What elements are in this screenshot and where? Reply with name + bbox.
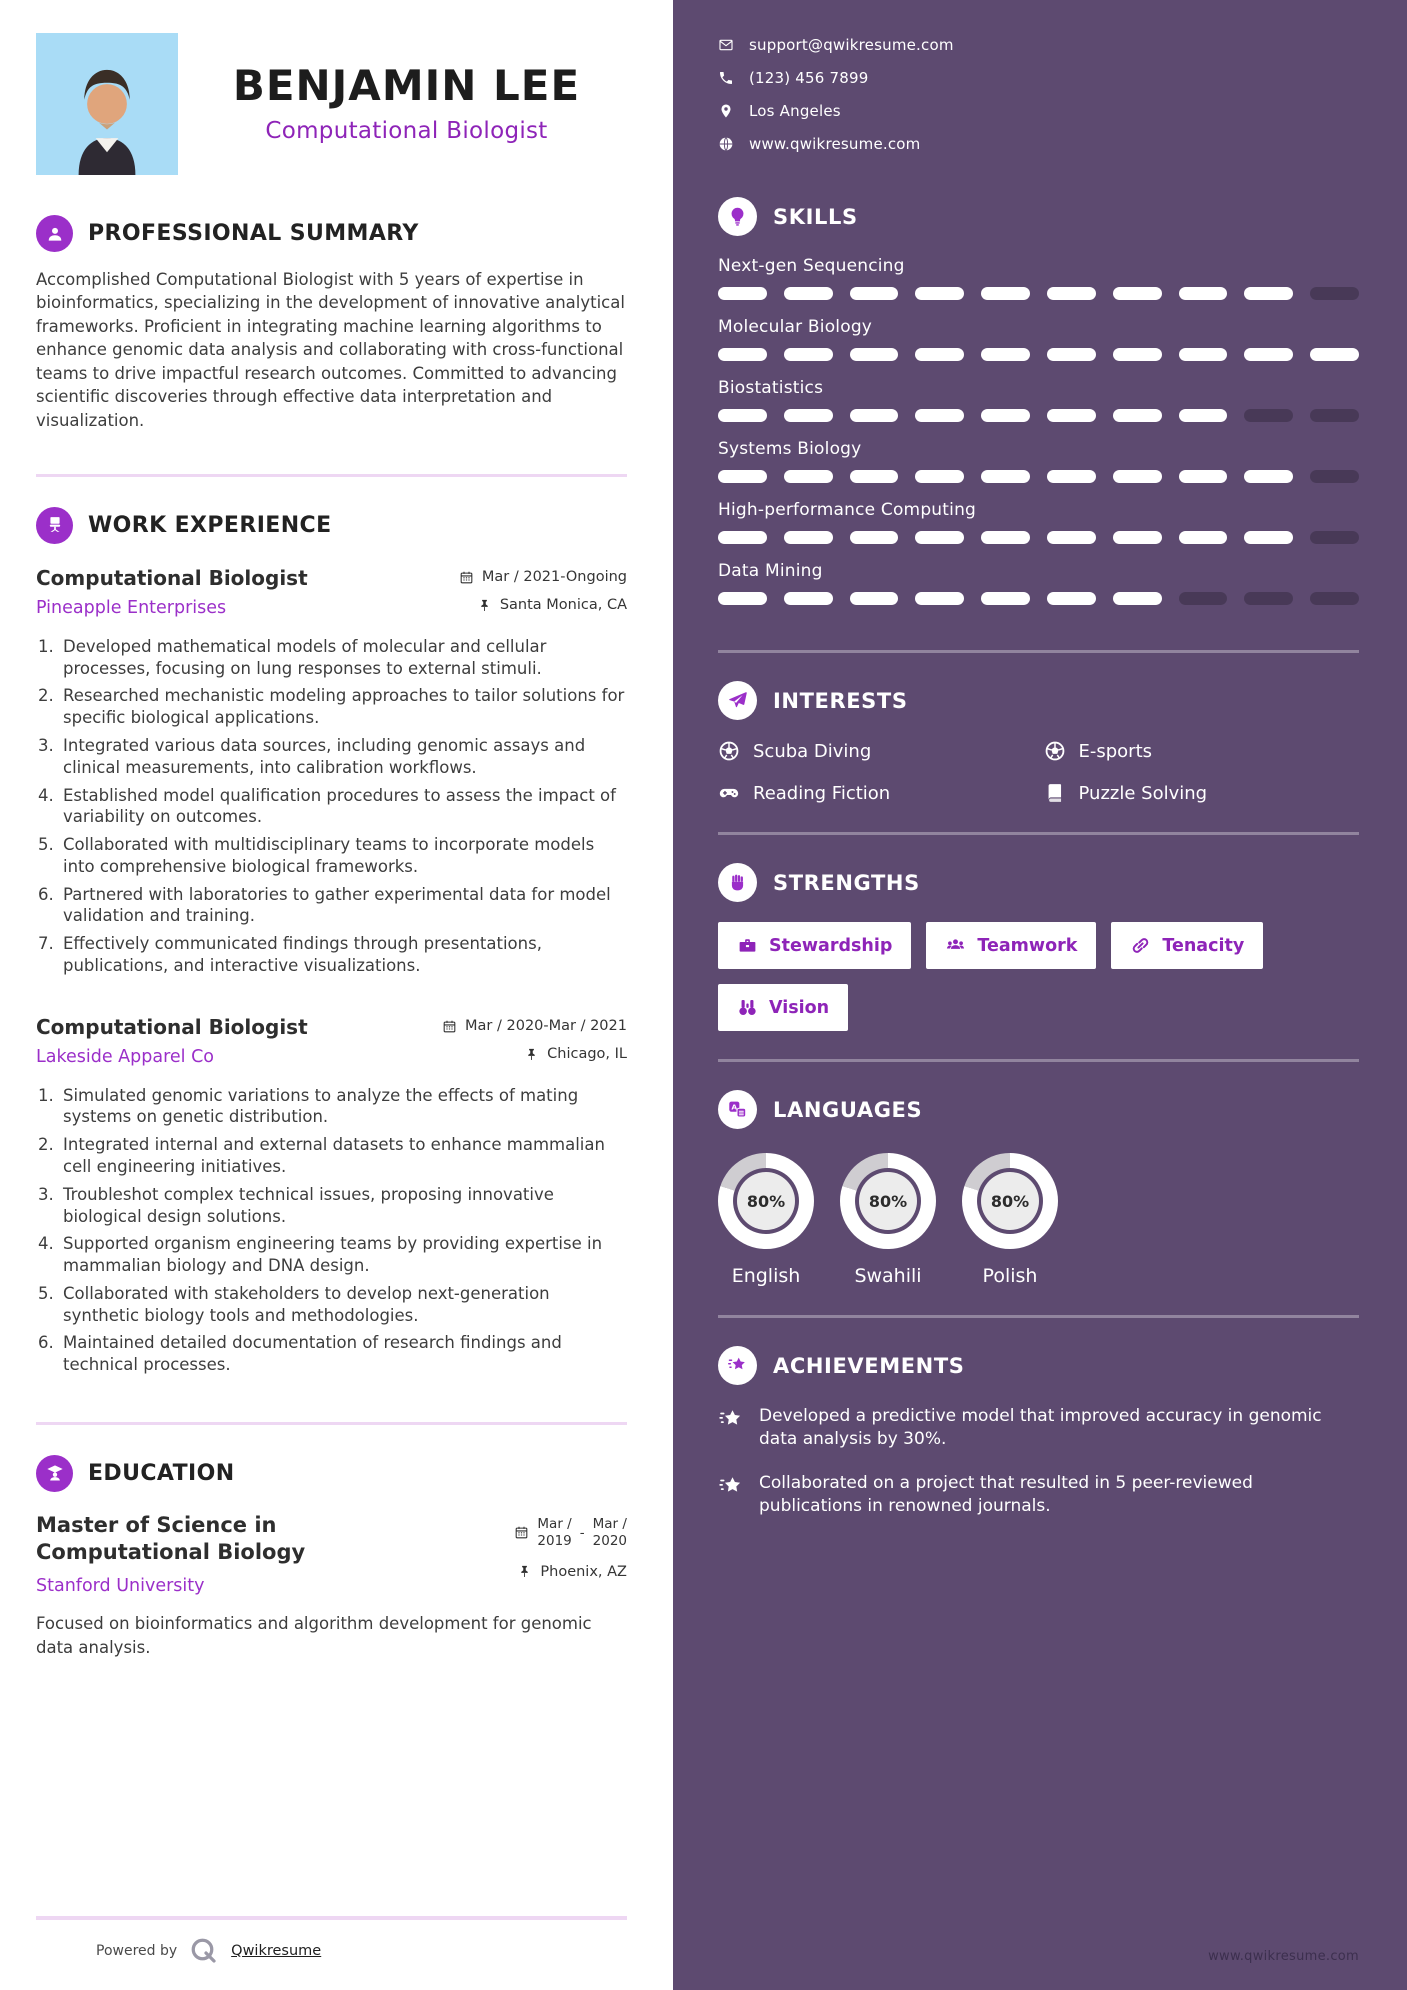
skill-dash [915, 409, 964, 422]
skill-name: Systems Biology [718, 439, 862, 459]
achievement-item [718, 1472, 1359, 1519]
skill-item [718, 378, 1359, 422]
skill-name: High-performance Computing [718, 500, 977, 520]
watermark-url: www.qwikresume.com [1208, 1949, 1359, 1964]
interest-item [718, 740, 1034, 762]
skill-dash [1310, 470, 1359, 483]
skill-dash [981, 470, 1030, 483]
pushpin-icon [517, 1564, 532, 1579]
contact-email-text: support@qwikresume.com [749, 36, 954, 54]
interests-heading: INTERESTS [773, 688, 908, 713]
company-name: Lakeside Apparel Co [36, 1046, 215, 1067]
strength-label: Stewardship [769, 935, 893, 956]
summary-section-header [36, 215, 627, 252]
date-start-month: Mar / [537, 1515, 572, 1532]
job-bullet: Researched mechanistic modeling approaches to tailor solutions for specific biological applications. [63, 686, 625, 728]
soccer-ball-icon [718, 740, 740, 762]
education-heading: EDUCATION [88, 1460, 235, 1486]
globe-icon [718, 136, 734, 152]
gamepad-icon [718, 782, 740, 804]
job-company-row [36, 1039, 627, 1067]
interest-item [1044, 782, 1360, 804]
summary-text: Accomplished Computational Biologist with 5 years of expertise in bioinformatics, specializing in the development of innovative analytical frameworks. Proficient in integrating machine learning algorithms to enhance genomic data analysis and collaborating with cross-functional teams to drive impactful research outcomes. Committed to advancing scientific discoveries through effective data interpretation and visualization. [36, 270, 625, 430]
skill-dash [915, 287, 964, 300]
contact-website-text: www.qwikresume.com [749, 135, 921, 153]
skill-dash [784, 531, 833, 544]
mail-icon [718, 37, 734, 53]
job-bullet: Supported organism engineering teams by providing expertise in mammalian biology and DNA design. [63, 1234, 603, 1276]
qwikresume-link[interactable]: Qwikresume [231, 1943, 322, 1959]
powered-by-label: Powered by [96, 1943, 178, 1959]
book-icon [1044, 782, 1066, 804]
skill-dash [784, 470, 833, 483]
binoculars-icon [737, 997, 758, 1018]
calendar-icon [442, 1019, 457, 1034]
contact-email[interactable] [718, 36, 1359, 54]
footer-divider [36, 1916, 627, 1920]
fist-icon [718, 863, 757, 902]
main-column [0, 0, 673, 1990]
strength-chip [718, 922, 911, 969]
ring-hole [855, 1168, 921, 1234]
language-percent: 80% [859, 1172, 917, 1230]
languages-list [718, 1153, 1359, 1287]
job-bullet-list [36, 636, 627, 977]
skill-dash [1179, 470, 1228, 483]
ring-hole [733, 1168, 799, 1234]
job-company-row [36, 590, 627, 618]
job-title: Computational Biologist [36, 1014, 308, 1039]
skill-dash [718, 348, 767, 361]
date-start [537, 1516, 571, 1550]
education-description: Focused on bioinformatics and algorithm development for genomic data analysis. [36, 1614, 592, 1657]
skill-dash [1113, 348, 1162, 361]
interests-section-header [718, 681, 1359, 720]
person-name: BENJAMIN LEE [232, 60, 581, 110]
skill-item [718, 439, 1359, 483]
job-dates [459, 569, 627, 585]
skill-dash [850, 348, 899, 361]
sidebar-divider [718, 832, 1359, 835]
language-item [718, 1153, 814, 1287]
team-icon [945, 935, 966, 956]
summary-heading: PROFESSIONAL SUMMARY [88, 221, 419, 246]
strength-chip [1111, 922, 1263, 969]
sidebar [673, 0, 1407, 1990]
identity-header [36, 33, 627, 175]
job-bullet: Effectively communicated findings through presentations, publications, and interactive visualizations. [63, 934, 542, 975]
skill-name: Molecular Biology [718, 317, 873, 337]
skill-dash [1310, 409, 1359, 422]
contact-location [718, 102, 1359, 120]
interest-label: Puzzle Solving [1078, 782, 1208, 804]
skill-dash [1113, 287, 1162, 300]
strength-chip [718, 984, 848, 1031]
skill-dash [915, 348, 964, 361]
interests-grid [718, 740, 1359, 804]
interest-label: Scuba Diving [753, 740, 872, 762]
skill-item [718, 500, 1359, 544]
date-start-year: 2019 [537, 1532, 572, 1549]
shooting-star-icon [718, 1474, 744, 1500]
languages-heading: LANGUAGES [773, 1097, 923, 1122]
skill-dash [718, 287, 767, 300]
skill-dash [981, 409, 1030, 422]
skill-dash [1047, 592, 1096, 605]
strength-label: Vision [769, 997, 830, 1018]
skill-level-bar [718, 348, 1359, 361]
skills-heading: SKILLS [773, 204, 858, 229]
contact-phone-text: (123) 456 7899 [749, 69, 869, 87]
job-location-text: Chicago, IL [547, 1046, 627, 1063]
job-bullet: Integrated internal and external datasets to enhance mammalian cell engineering initiatives. [63, 1135, 605, 1176]
graduation-icon [36, 1455, 73, 1492]
lightbulb-icon [718, 197, 757, 236]
skill-dash [1047, 348, 1096, 361]
skill-name: Next-gen Sequencing [718, 256, 905, 276]
skill-level-bar [718, 287, 1359, 300]
phone-icon [718, 70, 734, 86]
skill-dash [981, 348, 1030, 361]
skill-dash [1310, 531, 1359, 544]
skill-level-bar [718, 592, 1359, 605]
job-bullet: Developed mathematical models of molecular and cellular processes, focusing on lung responses to external stimuli. [63, 636, 547, 678]
person-title: Computational Biologist [265, 118, 548, 145]
skill-dash [718, 592, 767, 605]
skill-dash [1244, 531, 1293, 544]
job-bullet: Partnered with laboratories to gather experimental data for model validation and training. [63, 884, 611, 926]
interest-item [718, 782, 1034, 804]
powered-by [36, 1936, 627, 1966]
skill-dash [1310, 592, 1359, 605]
job-entry [36, 566, 627, 983]
skill-dash [718, 470, 767, 483]
skill-dash [1179, 592, 1228, 605]
skill-item [718, 256, 1359, 300]
shooting-star-icon [718, 1407, 744, 1433]
name-block [226, 60, 627, 145]
calendar-icon [459, 570, 474, 585]
date-end-year: 2020 [592, 1532, 627, 1549]
sidebar-divider [718, 1315, 1359, 1318]
svg-text:A: A [731, 1102, 738, 1112]
skill-dash [850, 592, 899, 605]
map-pin-icon [718, 103, 734, 119]
skill-dash [850, 531, 899, 544]
skill-name: Data Mining [718, 561, 823, 581]
achievement-item [718, 1405, 1359, 1452]
language-name: Swahili [854, 1265, 922, 1287]
skill-dash [1244, 470, 1293, 483]
skill-dash [1244, 592, 1293, 605]
shooting-star-icon [718, 1346, 757, 1385]
skill-dash [784, 409, 833, 422]
job-bullet: Collaborated with stakeholders to develop next-generation synthetic biology tools and methodologies. [63, 1283, 550, 1325]
section-divider [36, 1422, 627, 1425]
user-icon [36, 215, 73, 252]
strengths-chips [718, 922, 1278, 1031]
job-bullet: Maintained detailed documentation of research findings and technical processes. [63, 1333, 562, 1375]
skill-level-bar [718, 531, 1359, 544]
language-progress-ring [840, 1153, 936, 1249]
job-bullet: Collaborated with multidisciplinary teams to incorporate models into comprehensive biological frameworks. [63, 835, 595, 876]
contact-website[interactable] [718, 135, 1359, 153]
skill-item [718, 317, 1359, 361]
section-divider [36, 474, 627, 477]
calendar-icon [514, 1525, 529, 1540]
achievements-list [718, 1405, 1359, 1539]
date-end [593, 1516, 627, 1550]
job-bullet: Integrated various data sources, including genomic assays and clinical measurements, into calibration workflows. [63, 736, 586, 777]
contact-block [718, 36, 1359, 153]
skill-dash [1179, 409, 1228, 422]
office-chair-icon [36, 507, 73, 544]
language-progress-ring [718, 1153, 814, 1249]
language-item [840, 1153, 936, 1287]
skill-dash [784, 592, 833, 605]
skill-dash [981, 531, 1030, 544]
education-dates [514, 1516, 627, 1550]
skill-dash [850, 287, 899, 300]
job-location-text: Santa Monica, CA [499, 597, 627, 614]
skill-dash [784, 348, 833, 361]
achievement-text: Developed a predictive model that improved accuracy in genomic data analysis by 30%. [759, 1406, 1322, 1450]
strength-label: Tenacity [1162, 935, 1245, 956]
experience-heading: WORK EXPERIENCE [88, 512, 332, 538]
skill-dash [915, 592, 964, 605]
job-bullet: Troubleshot complex technical issues, proposing innovative biological design solutions. [63, 1184, 554, 1226]
skill-dash [850, 470, 899, 483]
skill-dash [1179, 348, 1228, 361]
skill-dash [1113, 470, 1162, 483]
contact-location-text: Los Angeles [749, 102, 841, 120]
languages-section-header [718, 1090, 1359, 1129]
skill-name: Biostatistics [718, 378, 824, 398]
skill-dash [718, 409, 767, 422]
strength-chip [926, 922, 1096, 969]
skill-dash [1310, 287, 1359, 300]
skill-level-bar [718, 409, 1359, 422]
job-title: Computational Biologist [36, 565, 308, 590]
date-separator: - [579, 1524, 585, 1541]
ring-hole [977, 1168, 1043, 1234]
page-footer [36, 1916, 627, 1966]
skill-dash [1047, 409, 1096, 422]
language-percent: 80% [981, 1172, 1039, 1230]
education-left [36, 1512, 396, 1597]
strengths-section-header [718, 863, 1359, 902]
skill-item [718, 561, 1359, 605]
achievements-heading: ACHIEVEMENTS [773, 1353, 965, 1378]
skill-dash [1179, 287, 1228, 300]
job-location [477, 597, 627, 613]
skill-dash [1113, 592, 1162, 605]
school-name: Stanford University [36, 1576, 205, 1597]
paper-plane-icon [718, 681, 757, 720]
contact-phone [718, 69, 1359, 87]
skill-dash [1113, 531, 1162, 544]
qwikresume-logo-icon [189, 1936, 219, 1966]
pushpin-icon [477, 598, 492, 613]
achievements-section-header [718, 1346, 1359, 1385]
education-section-header [36, 1455, 627, 1492]
interest-label: E-sports [1078, 740, 1153, 762]
language-name: English [731, 1265, 801, 1287]
strengths-heading: STRENGTHS [773, 870, 920, 895]
interest-item [1044, 740, 1360, 762]
job-dates-text: Mar / 2020-Mar / 2021 [465, 1018, 627, 1035]
job-dates [442, 1018, 627, 1034]
job-bullet: Simulated genomic variations to analyze the effects of mating systems on genetic distribution. [63, 1085, 579, 1127]
language-name: Polish [982, 1265, 1038, 1287]
skill-dash [1179, 531, 1228, 544]
job-bullet-list [36, 1085, 627, 1376]
skill-dash [1244, 409, 1293, 422]
language-percent: 80% [737, 1172, 795, 1230]
briefcase-icon [737, 935, 758, 956]
skill-dash [981, 592, 1030, 605]
chain-link-icon [1130, 935, 1151, 956]
language-progress-ring [962, 1153, 1058, 1249]
skill-dash [718, 531, 767, 544]
skill-dash [1244, 348, 1293, 361]
job-entry [36, 1015, 627, 1382]
language-item [962, 1153, 1058, 1287]
education-right [514, 1512, 627, 1597]
job-bullet: Established model qualification procedures to assess the impact of variability on outcomes. [63, 785, 616, 827]
job-title-row [36, 1015, 627, 1039]
skill-dash [1047, 531, 1096, 544]
skill-dash [1047, 470, 1096, 483]
degree-name: Master of Science in Computational Biology [36, 1512, 306, 1565]
sidebar-divider [718, 1059, 1359, 1062]
skill-dash [850, 409, 899, 422]
soccer-ball-icon [1044, 740, 1066, 762]
sidebar-divider [718, 650, 1359, 653]
skill-level-bar [718, 470, 1359, 483]
skill-dash [784, 287, 833, 300]
profile-photo [36, 33, 178, 175]
skill-dash [915, 531, 964, 544]
pushpin-icon [524, 1047, 539, 1062]
interest-label: Reading Fiction [753, 782, 891, 804]
company-name: Pineapple Enterprises [36, 597, 227, 618]
job-dates-text: Mar / 2021-Ongoing [481, 569, 627, 586]
skill-dash [1244, 287, 1293, 300]
job-location [524, 1046, 627, 1062]
education-location [517, 1564, 627, 1580]
skills-list [718, 256, 1359, 622]
portrait-illustration [36, 33, 178, 175]
education-entry [36, 1512, 627, 1597]
education-location-text: Phoenix, AZ [540, 1563, 627, 1580]
strength-label: Teamwork [977, 935, 1078, 956]
skill-dash [1113, 409, 1162, 422]
skill-dash [981, 287, 1030, 300]
achievement-text: Collaborated on a project that resulted in 5 peer-reviewed publications in renowned journals. [759, 1472, 1253, 1517]
skill-dash [915, 470, 964, 483]
skill-dash [1047, 287, 1096, 300]
date-end-month: Mar / [592, 1515, 627, 1532]
translate-icon [718, 1090, 757, 1129]
job-title-row [36, 566, 627, 590]
skills-section-header [718, 197, 1359, 236]
skill-dash [1310, 348, 1359, 361]
experience-section-header [36, 507, 627, 544]
